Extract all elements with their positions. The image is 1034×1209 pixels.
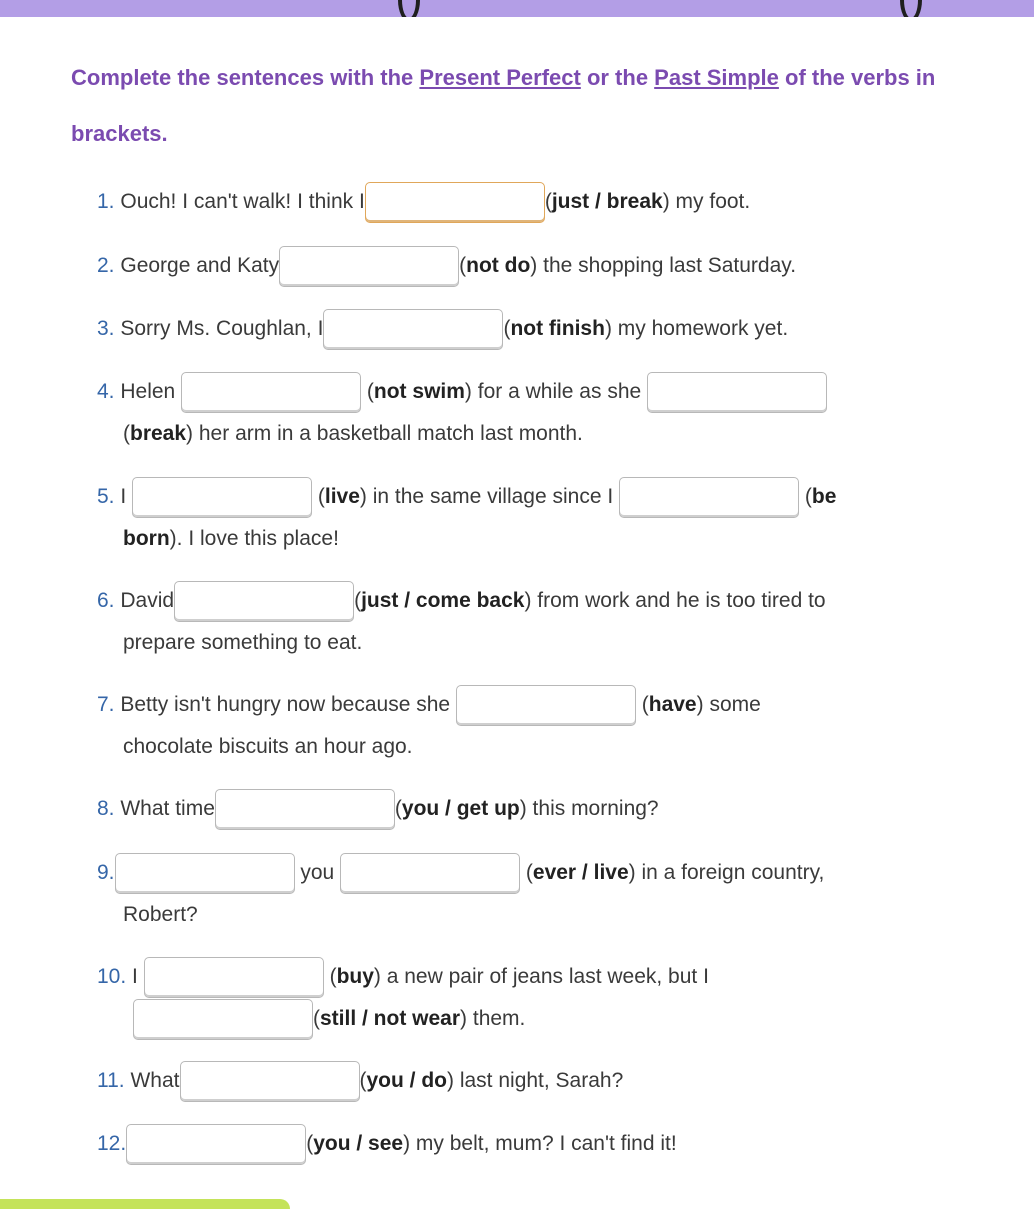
exercise-item-9: 9. you (ever / live) in a foreign country, Robert? [97, 852, 920, 935]
present-perfect-link: Present Perfect [419, 65, 581, 90]
answer-blank[interactable] [174, 581, 354, 622]
answer-blank[interactable] [647, 372, 827, 413]
answer-blank[interactable] [181, 372, 361, 413]
answer-blank[interactable] [115, 853, 295, 894]
answer-blank[interactable] [365, 182, 545, 223]
answer-blank[interactable] [279, 246, 459, 287]
exercise-item-7: 7. Betty isn't hungry now because she (have) some chocolate biscuits an hour ago. [97, 684, 920, 767]
header-letter-stroke [900, 0, 922, 17]
answer-blank[interactable] [619, 477, 799, 518]
answer-blank[interactable] [215, 789, 395, 830]
answer-blank[interactable] [456, 685, 636, 726]
exercise-item-10: 10. I (buy) a new pair of jeans last week, but I (still / not wear) them. [97, 956, 920, 1040]
exercise-item-2: 2. George and Katy (not do) the shopping last Saturday. [97, 245, 920, 287]
answer-blank[interactable] [340, 853, 520, 894]
answer-blank[interactable] [132, 477, 312, 518]
answer-blank[interactable] [144, 957, 324, 998]
answer-blank[interactable] [126, 1124, 306, 1165]
exercise-item-8: 8. What time (you / get up) this morning? [97, 788, 920, 830]
exercise-item-12: 12. (you / see) my belt, mum? I can't find it! [97, 1123, 920, 1165]
footer-band [0, 1199, 290, 1209]
exercise-item-4: 4. Helen (not swim) for a while as she (break) her arm in a basketball match last month. [97, 371, 920, 454]
instructions: Complete the sentences with the Present Perfect or the Past Simple of the verbs in brackets. [71, 65, 936, 146]
answer-blank[interactable] [133, 999, 313, 1040]
exercise-item-6: 6. David (just / come back) from work and he is too tired to prepare something to eat. [97, 580, 920, 663]
exercise-item-5: 5. I (live) in the same village since I (be born). I love this place! [97, 476, 920, 559]
exercise-item-3: 3. Sorry Ms. Coughlan, I (not finish) my homework yet. [97, 308, 920, 350]
answer-blank[interactable] [180, 1061, 360, 1102]
header-band [0, 0, 1034, 17]
past-simple-link: Past Simple [654, 65, 779, 90]
header-letter-stroke [398, 0, 420, 17]
answer-blank[interactable] [323, 309, 503, 350]
exercise-item-11: 11. What (you / do) last night, Sarah? [97, 1060, 920, 1102]
exercise-item-1: 1. Ouch! I can't walk! I think I (just / break) my foot. [97, 181, 920, 223]
